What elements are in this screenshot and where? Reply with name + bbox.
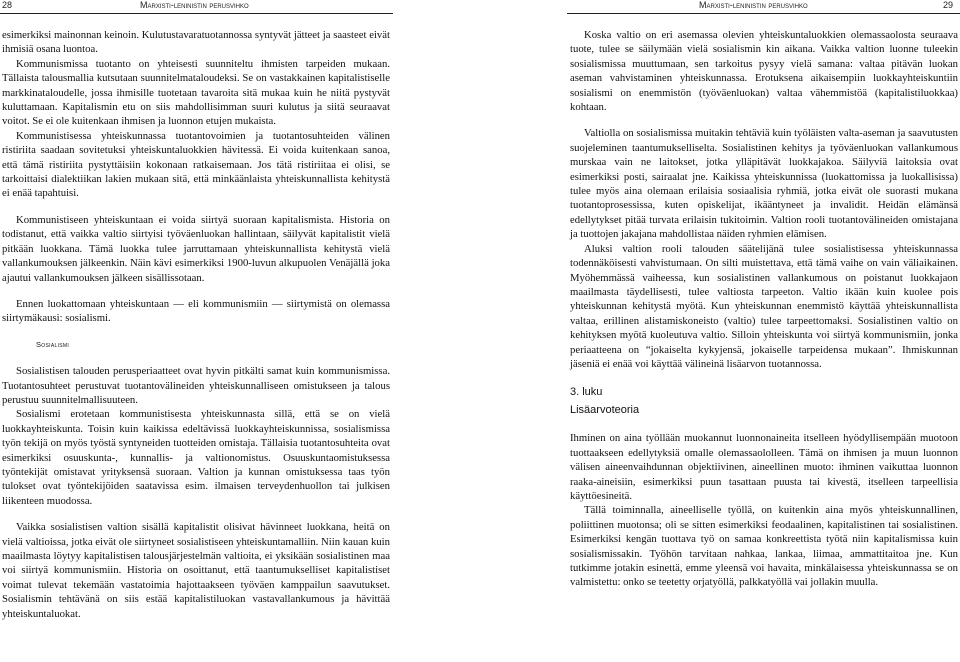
paragraph: Ihminen on aina työllään muokannut luonnonaineita itselleen hyödyllisempään muotoon tuottaakseen edellytyksiä omalle olemassaololleen. Tämä on ihmisen ja muun luonnon välisen aineenvaihdunnan objektiivinen, aineellinen muoto: ihminen vaikuttaa luonnon raaka-aineisiin, esimerkiksi puun tasattaan puusta tai kivestä, itselleen tarpeellisia käyttöesineitä. xyxy=(570,432,958,502)
chapter-title: Lisäarvoteoria xyxy=(570,404,640,417)
right-running-title: Marxisti-leninistin perusvihko xyxy=(699,0,808,10)
left-page-column xyxy=(2,28,390,621)
right-page-column xyxy=(570,28,958,590)
paragraph: Sosialismi erotetaan kommunistisesta yhteiskunnasta sillä, että se on vielä luokkayhteiskunta. Toisin kuin kaikissa edeltävissä luokkayhteiskunnissa, sosialismissa työn tekijä on myös työstä syntyneiden tuotteiden omistaja. Tällaisia tuotantosuhteita ovat esimerkiksi osuuskunta-, kunnallis- ja valtionomistus. Osuuskuntaomistuksessa työntekijät omistavat yrityksensä suoraan. Valtion ja kunnan omistuksessa taas työn tulokset ovat työntekijöiden saatavissa esim. ilmaisen terveydenhuollon tai julkisen liikenteen muodossa. xyxy=(2,408,390,507)
paragraph: Ennen luokattomaan yhteiskuntaan — eli kommunismiin — siirtymistä on olemassa siirtymäkausi: sosialismi. xyxy=(2,297,390,325)
left-header-rule xyxy=(0,13,393,14)
right-header-rule xyxy=(567,13,960,14)
paragraph: Valtiolla on sosialismissa muitakin tehtäviä kuin työläisten valta-aseman ja saavutusten suojeleminen taantumukselliselta. Sosialistinen kehitys ja työväenluokan vallankumous murskaa vain ne laitokset, jotka ylläpitävät luokkajakoa. Säilyviä laitoksia ovat esimerkiksi posti, sairaalat jne. Kaikissa yhteiskunnissa (luokattomissa ja luokallisissa) tulee myös aina olemaan erilaisia sosiaalisia ryhmiä, jotka eivät ole suorasti mukana tuotantoprosessissa, kuten opiskelijat, ikääntyneet ja invalidit. Heidän elämänsä edellytykset pitää turvata erilaisin tukitoimin. Valtion rooli tuotantovälineiden omistajana ja tuottojen jakajana mahdollistaa näiden ryhmien elämisen. xyxy=(570,127,958,241)
paragraph: Aluksi valtion rooli talouden säätelijänä tulee sosialistisessa yhteiskunnassa todennäköisesti vahvistumaan. On silti muistettava, että tämä vaihe on vain väliaikainen. Myöhemmässä vaiheessa, kun sosialistinen vallankumous on poistanut luokkajaon maailmasta täydellisesti, tulee valtiosta tarpeeton. Valtio ikään kuin kuolee pois yhteiskunnan kehitystä myötä. Kun yhteiskunnan enemmistö käyttää yhteiskunnallista valtaa, erillinen alistamiskoneisto (valtio) tulee tarpeettomaksi. Sosialistinen valtio on kehityksen myötä kuoleutuva valtio. Silloin yhteiskunta voi siirtyä kommunismiin, jonka periaatteena on “jokaiselta kykyjensä, jokaiselle tarpeidensa mukaan”. Ihmiskunnan jäseniä ei enää voi käyttää välineinä lisäarvon tuotannossa. xyxy=(570,242,958,370)
chapter-number: 3. luku xyxy=(570,386,603,399)
paragraph: Kommunistiseen yhteiskuntaan ei voida siirtyä suoraan kapitalismista. Historia on todistanut, että vaikka valtio siirtyisi työväenluokan hallintaan, säilyvät kapitalistit vielä pitkään luokkana. Tämä luokka tulee jarruttamaan yhteiskunnallista kehitystä vielä vallankumouksen jälkeenkin. Näin kävi esimerkiksi 1900-luvun alkupuolen Venäjällä joka ajautui vallankumouksen jälkeen sisällissotaan. xyxy=(2,213,390,284)
paragraph: Vaikka sosialistisen valtion sisällä kapitalistit olisivat hävinneet luokkana, heitä on vielä valtioissa, jotka eivät ole siirtyneet sosialistiseen yhteiskuntamalliin. Niin kauan kuin maailmasta löytyy kapitalistisen talousjärjestelmän valtioita, ei yksikään sosialistinen maa voi siirtyä kommunismiin. Historia on osoittanut, että taantumukselliset kapitalistiset voimat tulevat tekemään vastatoimia hajottaakseen työväen kamppailun saavutukset. Sosialismin tehtävänä on siis estää kapitalistiluokan vastavallankumous ja hävittää yhteiskuntaluokat. xyxy=(2,521,390,620)
paragraph: esimerkiksi mainonnan keinoin. Kulutustavaratuotannossa syntyvät jätteet ja saasteet eivät ihmisiä osana luontoa. xyxy=(2,29,390,56)
paragraph: Koska valtio on eri asemassa olevien yhteiskuntaluokkien olemassaolosta seuraava tuote, tulee se säilymään vielä sosialismin kin aikana. Vaikka valtion luonne tuleekin sosialismissa muuttumaan, sen tarkoitus pysyy vielä samana: valtaa pitävän luokan aseman vahvistaminen yhteiskunnassa. Erotuksena aikaisempiin luokkayhteiskuntiin sosialismi on enemmistön (työväenluokan) valtaa vähemmistöä (kapitalistiluokkaa) kohtaan. xyxy=(570,29,958,114)
right-page-number: 29 xyxy=(943,0,954,10)
section-title: Sosialismi xyxy=(36,339,70,349)
paragraph: Sosialistisen talouden perusperiaatteet ovat hyvin pitkälti samat kuin kommunismissa. Tuotantosuhteet perustuvat tuotantovälineiden yhteiskunnalliseen omistukseen ja talous perustuu suunnitelmallisuuteen. xyxy=(2,365,390,406)
left-page-number: 28 xyxy=(2,0,13,10)
paragraph: Tällä toiminnalla, aineelliselle työllä, on kuitenkin aina myös yhteiskunnallinen, poliittinen muotonsa; oli se sitten esimerkiksi feodaalinen, kapitalistinen tai sosialistinen. Esimerkiksi kengän tuottava työ on samaa konkreettista työtä niin kapitalismissa kuin sosialismissakin. Työhön tarvitaan nahkaa, lankaa, liimaa, ammattitaitoa jne. Kun tutkimme jotakin esinettä, emme yleensä voi havaita, minkälaisessa yhteiskunnassa se on valmistettu: onko se teetetty orjatyöllä, palkkatyöllä vai jollakin muulla. xyxy=(570,504,958,589)
paragraph: Kommunistisessa yhteiskunnassa tuotantovoimien ja tuotantosuhteiden välinen ristiriita saadaan sovitetuksi yhteiskuntaluokkien hävitessä. Ei voida kuitenkaan sanoa, että tämä ristiriita pystyttäisiin kokonaan ratkaisemaan. Jos tätä ristiriitaa ei olisi, se tarkoittaisi dialektiikan lakien mukaan sitä, että minkäänlaista yhteiskunnallista kehitystä ei enää tapahtuisi. xyxy=(2,129,390,200)
paragraph: Kommunismissa tuotanto on yhteisesti suunniteltu ihmisten tarpeiden mukaan. Tällaista talousmallia kutsutaan suunnitelmataloudeksi. Se on vastakkainen kapitalistiselle markkinataloudelle, jossa ihmisille tuotetaan tavaroita sitä mukaa kuin he niitä pystyvät kuluttamaan. Kapitalismin etu on siis mahdollisimman suuri kulutus ja siitä seuraavat voitot. Se ei ole kuitenkaan ihmisen ja luonnon etujen mukaista. xyxy=(2,57,390,128)
left-running-title: Marxisti-leninistin perusvihko xyxy=(140,0,249,10)
